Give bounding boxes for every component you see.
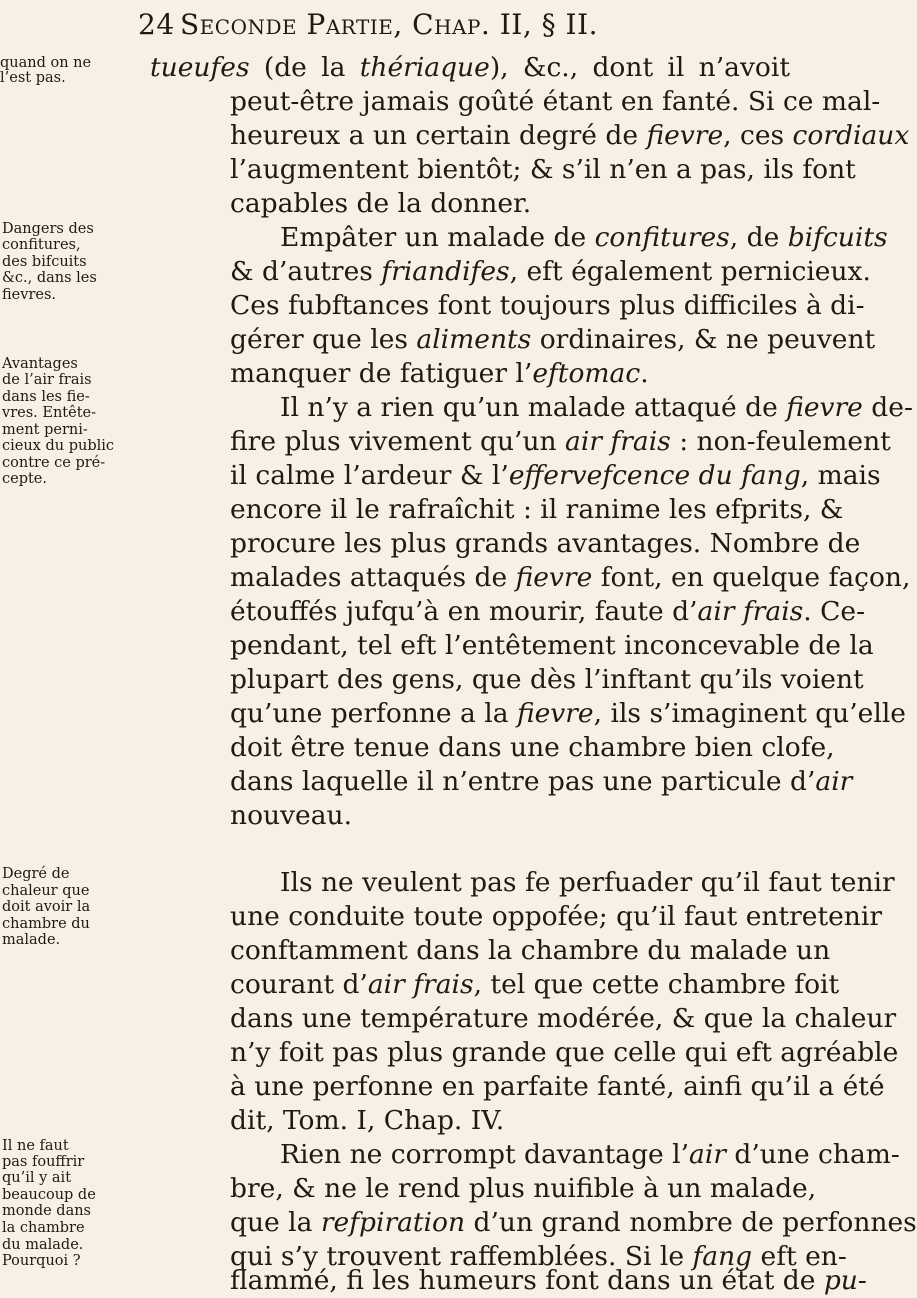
text-line: qu’une perfonne a la fievre, ils s’imaginent qu’elle [230,698,906,729]
margin-note-line: confitures, [2,237,81,253]
text-line: & d’autres friandifes, eft également pernicieux. [230,256,871,287]
text-line: tueufes (de la thériaque), &c., dont il n’avoit [150,52,790,83]
text-line: courant d’air frais, tel que cette chambre foit [230,969,840,1000]
margin-note-line: du malade. [2,1237,84,1253]
text-line: fire plus vivement qu’un air frais : non-feulement [230,426,891,457]
margin-note-line: ment perni- [2,422,88,438]
text-line: Ces fubftances font toujours plus difficiles à di- [230,290,865,321]
text-line: dans laquelle il n’entre pas une particule d’air [230,766,853,797]
margin-note-line: pas fouffrir [2,1154,85,1170]
text-line: Il n’y a rien qu’un malade attaqué de fievre de- [280,392,913,423]
margin-note-line: Pourquoi ? [2,1253,81,1269]
text-line: doit être tenue dans une chambre bien clofe, [230,732,835,763]
text-line: nouveau. [230,800,353,831]
text-line: à une perfonne en parfaite fanté, ainfi qu’il a été [230,1071,885,1102]
margin-note-line: cieux du public [2,438,114,454]
margin-note-line: monde dans [2,1203,91,1219]
text-line: encore il le rafraîchit : il ranime les efprits, & [230,494,844,525]
margin-note-line: de l’air frais [2,372,92,388]
margin-note-line: dans les fie- [2,389,90,405]
running-title: Seconde Partie, Chap. II, § II. [180,8,599,41]
text-line: dit, Tom. I, Chap. IV. [230,1105,505,1136]
text-line: flammé, fi les humeurs font dans un état de pu- [230,1265,867,1296]
text-line: capables de la donner. [230,188,532,219]
margin-note-line: cepte. [2,471,48,487]
margin-note-line: malade. [2,932,61,948]
text-line: une conduite toute oppofée; qu’il faut entretenir [230,901,883,932]
text-line: bre, & ne le rend plus nuifible à un malade, [230,1173,817,1204]
running-header [0,0,800,50]
text-line: plupart des gens, que dès l’inftant qu’ils voient [230,664,864,695]
text-line: gérer que les aliments ordinaires, & ne peuvent [230,324,876,355]
text-line: Rien ne corrompt davantage l’air d’une cham- [280,1139,900,1170]
text-line: heureux a un certain degré de fievre, ces cordiaux [230,120,910,151]
margin-note-line: chambre du [2,916,90,932]
text-line: n’y foit pas plus grande que celle qui eft agréable [230,1037,899,1068]
text-line: Ils ne veulent pas fe perfuader qu’il faut tenir [280,867,895,898]
text-line: manquer de fatiguer l’eftomac. [230,358,649,389]
text-line: peut-être jamais goûté étant en fanté. Si ce mal- [230,86,881,117]
margin-note-line: Degré de [2,866,70,882]
text-line: pendant, tel eft l’entêtement inconcevable de la [230,630,874,661]
margin-note-line: la chambre [2,1220,85,1236]
margin-note-line: vres. Entête- [2,405,97,421]
text-line: que la refpiration d’un grand nombre de perfonnes [230,1207,917,1238]
margin-note-line: l’est pas. [0,70,66,86]
margin-note-line: qu’il y ait [2,1170,72,1186]
margin-note-line: Il ne faut [2,1138,69,1154]
margin-note-line: doit avoir la [2,899,91,915]
text-line: qui s’y trouvent raffemblées. Si le fang eft en- [230,1241,847,1272]
text-line: il calme l’ardeur & l’effervefcence du fang, mais [230,460,881,491]
margin-note-line: des bifcuits [2,254,87,270]
margin-note-line: &c., dans les [2,270,97,286]
text-line: Empâter un malade de confitures, de bifcuits [280,222,888,253]
text-line: étouffés jufqu’à en mourir, faute d’air frais. Ce- [230,596,866,627]
text-line: dans une température modérée, & que la chaleur [230,1003,897,1034]
margin-note-line: chaleur que [2,883,90,899]
text-line: conftamment dans la chambre du malade un [230,935,831,966]
text-line: l’augmentent bientôt; & s’il n’en a pas, ils font [230,154,856,185]
margin-note-line: Avantages [2,356,78,372]
margin-note-line: quand on ne [0,55,92,71]
margin-note-line: contre ce pré- [2,455,106,471]
text-line: malades attaqués de fievre font, en quelque façon, [230,562,911,593]
page-number: 24 [138,8,175,41]
margin-note-line: fievres. [2,287,57,303]
text-line: procure les plus grands avantages. Nombre de [230,528,861,559]
margin-note-line: Dangers des [2,221,94,237]
margin-note-line: beaucoup de [2,1187,96,1203]
